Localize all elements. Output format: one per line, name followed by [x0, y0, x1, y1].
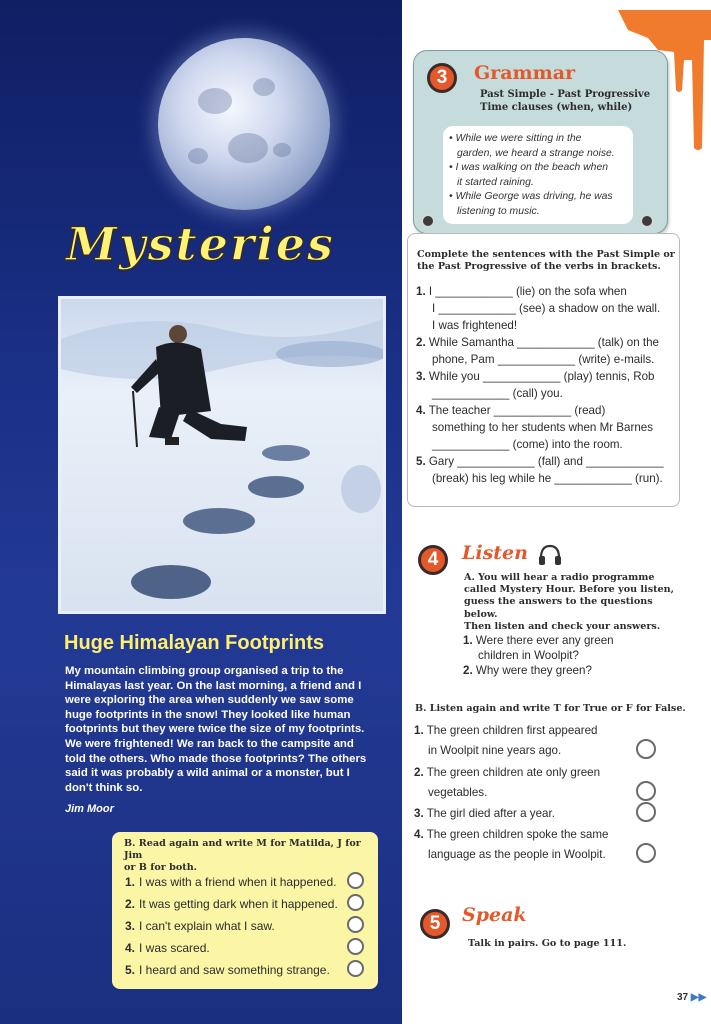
pin-icon	[640, 214, 654, 228]
read-again-item: 3. I can't explain what I saw.	[125, 919, 275, 933]
exercise-line: (break) his leg while he ____________ (run).	[432, 472, 663, 485]
article-line: told the others. Who made those footprints? The others	[65, 752, 367, 765]
answer-circle[interactable]	[347, 894, 364, 911]
pin-icon	[421, 214, 435, 228]
moon-image	[158, 38, 330, 210]
exercise-instruction: Complete the sentences with the Past Simple or the Past Progressive of the verbs in brackets.	[417, 249, 675, 273]
speak-title: Speak	[462, 904, 527, 926]
next-arrows-icon: ▶▶	[690, 992, 707, 1003]
answer-circle[interactable]	[347, 872, 364, 889]
grammar-examples: • While we were sitting in the garden, we heard a strange noise. • I was walking on the beach when it started raining. • While George was driving, he was listening to music.	[449, 133, 615, 217]
section-number-badge: 4	[418, 545, 448, 575]
article-line: huge footprints in the snow! They looked like human	[65, 708, 351, 721]
exercise-line: ____________ (call) you.	[432, 387, 563, 400]
tf-statement: 1. The green children first appeared	[414, 724, 598, 737]
read-again-item: 2. It was getting dark when it happened.	[125, 897, 338, 911]
article-line: footprints but they were twice the size of my footprints.	[65, 723, 365, 736]
answer-circle[interactable]	[636, 739, 656, 759]
mysteries-heading	[62, 208, 392, 298]
listen-title: Listen	[462, 542, 528, 564]
headphones-icon	[538, 544, 562, 566]
listen-question: 1. Were there ever any green	[463, 634, 614, 647]
tf-statement: language as the people in Woolpit.	[428, 848, 606, 861]
grammar-title: Grammar	[474, 62, 576, 84]
read-again-item: 5. I heard and saw something strange.	[125, 963, 330, 977]
grammar-subtitle: Past Simple - Past Progressive Time clauses (when, while)	[480, 89, 651, 113]
exercise-line: ____________ (come) into the room.	[432, 438, 623, 451]
listen-b-instruction: B. Listen again and write T for True or F for False.	[415, 703, 686, 714]
article-line: Himalayas last year. On the last morning, a friend and I	[65, 679, 362, 692]
answer-circle[interactable]	[347, 938, 364, 955]
answer-circle[interactable]	[636, 843, 656, 863]
exercise-line: 5. Gary ____________ (fall) and ____________	[416, 455, 664, 468]
read-again-item: 1. I was with a friend when it happened.	[125, 875, 337, 889]
exercise-line: 4. The teacher ____________ (read)	[416, 404, 606, 417]
article-line: We were frightened! We ran back to the campsite and	[65, 737, 354, 750]
section-number-badge: 5	[420, 909, 450, 939]
answer-circle[interactable]	[636, 781, 656, 801]
exercise-line: phone, Pam ____________ (write) e-mails.	[432, 353, 655, 366]
himalaya-photo	[58, 296, 386, 614]
tf-statement: 3. The girl died after a year.	[414, 807, 555, 820]
answer-circle[interactable]	[347, 916, 364, 933]
article-author: Jim Moor	[65, 803, 114, 815]
listen-question: 2. Why were they green?	[463, 664, 592, 677]
article-title: Huge Himalayan Footprints	[64, 632, 325, 654]
listen-instruction: A. You will hear a radio programme called Mystery Hour. Before you listen, guess the answers to the questions below. Then listen and check your answers.	[464, 572, 674, 632]
tf-statement: in Woolpit nine years ago.	[428, 744, 562, 757]
article-line: My mountain climbing group organised a trip to the	[65, 665, 344, 677]
listen-question: children in Woolpit?	[478, 649, 579, 662]
page-number: 37 ▶▶	[677, 992, 707, 1003]
svg-text:Mysteries: Mysteries	[66, 217, 335, 271]
exercise-line: something to her students when Mr Barnes	[432, 421, 654, 434]
exercise-line: I ____________ (see) a shadow on the wall.	[432, 302, 661, 315]
exercise-line: 3. While you ____________ (play) tennis, Rob	[416, 370, 655, 383]
article-line: don't think so.	[65, 781, 143, 794]
article-line: were exploring the area when suddenly we saw some	[65, 694, 354, 707]
tf-statement: vegetables.	[428, 786, 488, 799]
tf-statement: 2. The green children ate only green	[414, 766, 601, 779]
read-again-instruction: B. Read again and write M for Matilda, J for Jim or B for both.	[124, 838, 361, 873]
article-body	[65, 664, 385, 795]
exercise-line: 2. While Samantha ____________ (talk) on the	[416, 336, 660, 349]
answer-circle[interactable]	[636, 802, 656, 822]
exercise-line: I was frightened!	[432, 319, 518, 332]
read-again-item: 4. I was scared.	[125, 941, 210, 955]
exercise-line: 1. I ____________ (lie) on the sofa when	[416, 285, 627, 298]
speak-instruction: Talk in pairs. Go to page 111.	[468, 938, 627, 949]
section-number-badge: 3	[427, 63, 457, 93]
article-line: said it was probably a wild animal or a monster, but I	[65, 767, 350, 780]
tf-statement: 4. The green children spoke the same	[414, 828, 609, 841]
answer-circle[interactable]	[347, 960, 364, 977]
